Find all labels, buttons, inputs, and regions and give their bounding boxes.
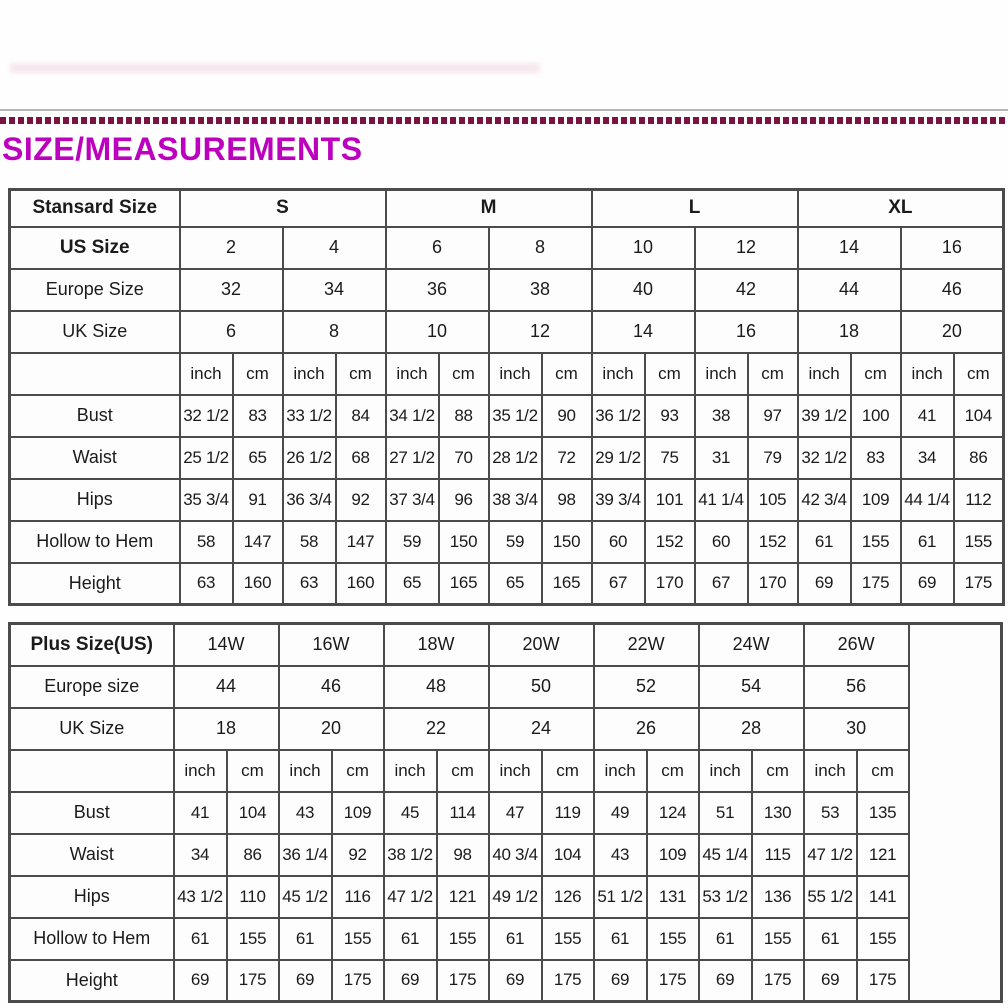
measurement-value-cell: 141 <box>857 876 909 918</box>
measurement-row <box>10 437 1004 479</box>
measurement-value-cell: 155 <box>752 918 804 960</box>
measurement-value-cell: 160 <box>336 563 386 605</box>
measurement-value-cell: 39 3/4 <box>592 479 645 521</box>
row-label-cell: UK Size <box>10 311 180 353</box>
size-value-cell: 36 <box>386 269 489 311</box>
measurement-value-cell: 67 <box>592 563 645 605</box>
size-value-cell: 20 <box>901 311 1004 353</box>
measurement-value-cell: 40 3/4 <box>489 834 542 876</box>
measurement-value-cell: 61 <box>699 918 752 960</box>
measurement-value-cell: 155 <box>647 918 699 960</box>
measurement-value-cell: 175 <box>857 960 909 1002</box>
row-label-cell: Hips <box>10 479 180 521</box>
measurement-value-cell: 65 <box>386 563 439 605</box>
measurement-value-cell: 88 <box>439 395 489 437</box>
measurement-value-cell: 53 1/2 <box>699 876 752 918</box>
measurement-row <box>10 479 1004 521</box>
measurement-value-cell: 72 <box>542 437 592 479</box>
measurement-value-cell: 79 <box>748 437 798 479</box>
measurement-value-cell: 86 <box>954 437 1004 479</box>
measurement-value-cell: 29 1/2 <box>592 437 645 479</box>
measurement-value-cell: 32 1/2 <box>180 395 233 437</box>
size-value-cell: 22 <box>384 708 489 750</box>
empty-trailing-cell <box>909 624 1002 1002</box>
unit-cell: inch <box>174 750 227 792</box>
size-value-cell: 38 <box>489 269 592 311</box>
size-group-cell: 24W <box>699 624 804 666</box>
measurement-value-cell: 70 <box>439 437 489 479</box>
measurement-value-cell: 59 <box>489 521 542 563</box>
measurement-value-cell: 69 <box>174 960 227 1002</box>
size-group-cell: 14W <box>174 624 279 666</box>
unit-cell: cm <box>954 353 1004 395</box>
unit-header-row <box>10 353 1004 395</box>
measurement-value-cell: 65 <box>489 563 542 605</box>
measurement-value-cell: 63 <box>180 563 233 605</box>
size-group-cell: 26W <box>804 624 909 666</box>
measurement-value-cell: 43 <box>594 834 647 876</box>
measurement-value-cell: 38 <box>695 395 748 437</box>
size-conversion-row <box>10 269 1004 311</box>
measurement-value-cell: 155 <box>437 918 489 960</box>
measurement-value-cell: 170 <box>645 563 695 605</box>
row-label-cell <box>10 750 174 792</box>
unit-header-row <box>10 750 1002 792</box>
measurement-value-cell: 84 <box>336 395 386 437</box>
unit-cell: inch <box>695 353 748 395</box>
measurement-value-cell: 155 <box>332 918 384 960</box>
measurement-value-cell: 101 <box>645 479 695 521</box>
measurement-value-cell: 175 <box>227 960 279 1002</box>
measurement-value-cell: 155 <box>227 918 279 960</box>
measurement-value-cell: 98 <box>437 834 489 876</box>
unit-cell: cm <box>857 750 909 792</box>
size-value-cell: 56 <box>804 666 909 708</box>
measurement-value-cell: 93 <box>645 395 695 437</box>
measurement-value-cell: 65 <box>233 437 283 479</box>
measurement-value-cell: 61 <box>804 918 857 960</box>
measurement-value-cell: 126 <box>542 876 594 918</box>
size-value-cell: 16 <box>695 311 798 353</box>
measurement-value-cell: 91 <box>233 479 283 521</box>
measurement-value-cell: 114 <box>437 792 489 834</box>
size-value-cell: 42 <box>695 269 798 311</box>
measurement-value-cell: 27 1/2 <box>386 437 439 479</box>
unit-cell: inch <box>384 750 437 792</box>
measurement-value-cell: 45 1/2 <box>279 876 332 918</box>
size-group-cell: L <box>592 190 798 227</box>
measurement-value-cell: 61 <box>279 918 332 960</box>
measurement-value-cell: 155 <box>851 521 901 563</box>
measurement-row <box>10 960 1002 1002</box>
size-value-cell: 4 <box>283 227 386 269</box>
measurement-value-cell: 109 <box>332 792 384 834</box>
measurement-value-cell: 69 <box>279 960 332 1002</box>
measurement-value-cell: 130 <box>752 792 804 834</box>
measurement-value-cell: 115 <box>752 834 804 876</box>
size-value-cell: 48 <box>384 666 489 708</box>
row-label-cell: Hollow to Hem <box>10 918 174 960</box>
unit-cell: cm <box>748 353 798 395</box>
measurement-value-cell: 131 <box>647 876 699 918</box>
measurement-value-cell: 42 3/4 <box>798 479 851 521</box>
row-label-cell: Europe Size <box>10 269 180 311</box>
measurement-value-cell: 36 3/4 <box>283 479 336 521</box>
unit-cell: cm <box>645 353 695 395</box>
measurement-value-cell: 86 <box>227 834 279 876</box>
measurement-value-cell: 69 <box>699 960 752 1002</box>
measurement-value-cell: 61 <box>901 521 954 563</box>
corner-label-cell: Plus Size(US) <box>10 624 174 666</box>
measurement-value-cell: 37 3/4 <box>386 479 439 521</box>
measurement-value-cell: 60 <box>695 521 748 563</box>
size-value-cell: 14 <box>798 227 901 269</box>
divider-hairline <box>0 109 1008 111</box>
unit-cell: inch <box>901 353 954 395</box>
size-group-cell: M <box>386 190 592 227</box>
measurement-value-cell: 105 <box>748 479 798 521</box>
measurement-value-cell: 63 <box>283 563 336 605</box>
measurement-value-cell: 45 <box>384 792 437 834</box>
measurement-value-cell: 36 1/4 <box>279 834 332 876</box>
measurement-value-cell: 175 <box>542 960 594 1002</box>
measurement-value-cell: 38 3/4 <box>489 479 542 521</box>
size-value-cell: 24 <box>489 708 594 750</box>
measurement-value-cell: 25 1/2 <box>180 437 233 479</box>
row-label-cell: Europe size <box>10 666 174 708</box>
measurement-value-cell: 90 <box>542 395 592 437</box>
unit-cell: cm <box>332 750 384 792</box>
dashed-divider <box>0 117 1008 124</box>
unit-cell: inch <box>279 750 332 792</box>
measurement-value-cell: 61 <box>798 521 851 563</box>
measurement-value-cell: 43 1/2 <box>174 876 227 918</box>
measurement-value-cell: 68 <box>336 437 386 479</box>
measurement-value-cell: 31 <box>695 437 748 479</box>
measurement-value-cell: 175 <box>851 563 901 605</box>
size-value-cell: 34 <box>283 269 386 311</box>
row-label-cell: Bust <box>10 792 174 834</box>
size-value-cell: 18 <box>174 708 279 750</box>
measurement-row <box>10 918 1002 960</box>
measurement-value-cell: 41 <box>901 395 954 437</box>
size-value-cell: 12 <box>695 227 798 269</box>
size-conversion-row <box>10 708 1002 750</box>
row-label-cell: Hollow to Hem <box>10 521 180 563</box>
measurement-value-cell: 58 <box>180 521 233 563</box>
measurement-value-cell: 150 <box>542 521 592 563</box>
unit-cell: inch <box>699 750 752 792</box>
measurement-value-cell: 69 <box>804 960 857 1002</box>
size-value-cell: 18 <box>798 311 901 353</box>
measurement-value-cell: 43 <box>279 792 332 834</box>
unit-cell: inch <box>592 353 645 395</box>
measurement-row <box>10 563 1004 605</box>
measurement-value-cell: 41 <box>174 792 227 834</box>
size-value-cell: 10 <box>592 227 695 269</box>
measurement-value-cell: 69 <box>594 960 647 1002</box>
measurement-value-cell: 69 <box>798 563 851 605</box>
measurement-value-cell: 34 <box>174 834 227 876</box>
measurement-value-cell: 26 1/2 <box>283 437 336 479</box>
size-group-cell: XL <box>798 190 1004 227</box>
measurement-value-cell: 49 <box>594 792 647 834</box>
measurement-value-cell: 155 <box>857 918 909 960</box>
measurement-value-cell: 110 <box>227 876 279 918</box>
size-conversion-row <box>10 227 1004 269</box>
corner-label-cell: Stansard Size <box>10 190 180 227</box>
measurement-value-cell: 175 <box>437 960 489 1002</box>
measurement-value-cell: 34 <box>901 437 954 479</box>
unit-cell: inch <box>283 353 336 395</box>
unit-cell: cm <box>851 353 901 395</box>
size-value-cell: 30 <box>804 708 909 750</box>
measurement-value-cell: 61 <box>174 918 227 960</box>
size-value-cell: 46 <box>279 666 384 708</box>
measurement-value-cell: 112 <box>954 479 1004 521</box>
unit-cell: cm <box>336 353 386 395</box>
measurement-value-cell: 45 1/4 <box>699 834 752 876</box>
measurement-row <box>10 876 1002 918</box>
row-label-cell: Hips <box>10 876 174 918</box>
row-label-cell <box>10 353 180 395</box>
unit-cell: inch <box>489 353 542 395</box>
row-label-cell: Height <box>10 960 174 1002</box>
size-group-cell: 20W <box>489 624 594 666</box>
measurement-value-cell: 32 1/2 <box>798 437 851 479</box>
measurement-value-cell: 119 <box>542 792 594 834</box>
unit-cell: inch <box>489 750 542 792</box>
measurement-value-cell: 121 <box>857 834 909 876</box>
measurement-value-cell: 33 1/2 <box>283 395 336 437</box>
measurement-value-cell: 175 <box>752 960 804 1002</box>
measurement-row <box>10 792 1002 834</box>
measurement-value-cell: 51 1/2 <box>594 876 647 918</box>
row-label-cell: Height <box>10 563 180 605</box>
unit-cell: cm <box>647 750 699 792</box>
measurement-value-cell: 47 1/2 <box>804 834 857 876</box>
size-value-cell: 20 <box>279 708 384 750</box>
size-value-cell: 8 <box>283 311 386 353</box>
measurement-value-cell: 35 3/4 <box>180 479 233 521</box>
measurement-value-cell: 165 <box>542 563 592 605</box>
measurement-value-cell: 104 <box>542 834 594 876</box>
measurement-value-cell: 116 <box>332 876 384 918</box>
size-value-cell: 2 <box>180 227 283 269</box>
measurement-value-cell: 96 <box>439 479 489 521</box>
measurement-value-cell: 165 <box>439 563 489 605</box>
unit-cell: inch <box>386 353 439 395</box>
measurement-value-cell: 67 <box>695 563 748 605</box>
measurement-value-cell: 152 <box>748 521 798 563</box>
unit-cell: cm <box>752 750 804 792</box>
unit-cell: inch <box>594 750 647 792</box>
size-value-cell: 14 <box>592 311 695 353</box>
measurement-value-cell: 155 <box>954 521 1004 563</box>
size-value-cell: 12 <box>489 311 592 353</box>
measurement-value-cell: 51 <box>699 792 752 834</box>
size-value-cell: 52 <box>594 666 699 708</box>
measurement-value-cell: 135 <box>857 792 909 834</box>
standard-size-table <box>8 188 1005 606</box>
measurement-value-cell: 160 <box>233 563 283 605</box>
measurement-value-cell: 83 <box>851 437 901 479</box>
measurement-value-cell: 61 <box>489 918 542 960</box>
measurement-value-cell: 124 <box>647 792 699 834</box>
measurement-value-cell: 83 <box>233 395 283 437</box>
measurement-value-cell: 97 <box>748 395 798 437</box>
size-conversion-row <box>10 311 1004 353</box>
measurement-value-cell: 109 <box>851 479 901 521</box>
measurement-row <box>10 395 1004 437</box>
measurement-value-cell: 175 <box>954 563 1004 605</box>
measurement-value-cell: 170 <box>748 563 798 605</box>
size-value-cell: 40 <box>592 269 695 311</box>
size-group-cell: 22W <box>594 624 699 666</box>
row-label-cell: Bust <box>10 395 180 437</box>
size-value-cell: 32 <box>180 269 283 311</box>
size-value-cell: 50 <box>489 666 594 708</box>
size-group-cell: 16W <box>279 624 384 666</box>
unit-cell: cm <box>542 353 592 395</box>
size-group-row <box>10 624 1002 666</box>
measurement-value-cell: 147 <box>336 521 386 563</box>
measurement-value-cell: 75 <box>645 437 695 479</box>
measurement-value-cell: 38 1/2 <box>384 834 437 876</box>
row-label-cell: Waist <box>10 437 180 479</box>
size-group-cell: 18W <box>384 624 489 666</box>
size-value-cell: 10 <box>386 311 489 353</box>
unit-cell: cm <box>439 353 489 395</box>
row-label-cell: US Size <box>10 227 180 269</box>
size-value-cell: 26 <box>594 708 699 750</box>
unit-cell: inch <box>804 750 857 792</box>
size-value-cell: 44 <box>174 666 279 708</box>
measurement-value-cell: 92 <box>332 834 384 876</box>
measurement-value-cell: 47 <box>489 792 542 834</box>
size-value-cell: 8 <box>489 227 592 269</box>
measurement-value-cell: 121 <box>437 876 489 918</box>
unit-cell: inch <box>798 353 851 395</box>
measurement-value-cell: 100 <box>851 395 901 437</box>
measurement-value-cell: 69 <box>489 960 542 1002</box>
size-group-row <box>10 190 1004 227</box>
size-value-cell: 54 <box>699 666 804 708</box>
measurement-value-cell: 175 <box>332 960 384 1002</box>
row-label-cell: Waist <box>10 834 174 876</box>
measurement-value-cell: 44 1/4 <box>901 479 954 521</box>
measurement-value-cell: 109 <box>647 834 699 876</box>
measurement-value-cell: 41 1/4 <box>695 479 748 521</box>
size-group-cell: S <box>180 190 386 227</box>
measurement-value-cell: 104 <box>954 395 1004 437</box>
row-label-cell: UK Size <box>10 708 174 750</box>
measurement-row <box>10 521 1004 563</box>
page-title: SIZE/MEASUREMENTS <box>2 131 363 167</box>
measurement-value-cell: 39 1/2 <box>798 395 851 437</box>
unit-cell: inch <box>180 353 233 395</box>
size-value-cell: 16 <box>901 227 1004 269</box>
measurement-value-cell: 150 <box>439 521 489 563</box>
measurement-value-cell: 136 <box>752 876 804 918</box>
measurement-value-cell: 55 1/2 <box>804 876 857 918</box>
size-value-cell: 6 <box>180 311 283 353</box>
measurement-value-cell: 104 <box>227 792 279 834</box>
size-value-cell: 6 <box>386 227 489 269</box>
size-conversion-row <box>10 666 1002 708</box>
plus-size-table <box>8 622 1003 1003</box>
measurement-value-cell: 61 <box>594 918 647 960</box>
measurement-value-cell: 69 <box>901 563 954 605</box>
measurement-value-cell: 59 <box>386 521 439 563</box>
measurement-value-cell: 28 1/2 <box>489 437 542 479</box>
measurement-value-cell: 58 <box>283 521 336 563</box>
unit-cell: cm <box>542 750 594 792</box>
measurement-value-cell: 35 1/2 <box>489 395 542 437</box>
unit-cell: cm <box>227 750 279 792</box>
measurement-value-cell: 47 1/2 <box>384 876 437 918</box>
measurement-value-cell: 92 <box>336 479 386 521</box>
measurement-value-cell: 155 <box>542 918 594 960</box>
measurement-value-cell: 53 <box>804 792 857 834</box>
measurement-value-cell: 98 <box>542 479 592 521</box>
measurement-row <box>10 834 1002 876</box>
size-value-cell: 44 <box>798 269 901 311</box>
measurement-value-cell: 61 <box>384 918 437 960</box>
measurement-value-cell: 60 <box>592 521 645 563</box>
measurement-value-cell: 147 <box>233 521 283 563</box>
unit-cell: cm <box>233 353 283 395</box>
measurement-value-cell: 36 1/2 <box>592 395 645 437</box>
measurement-value-cell: 69 <box>384 960 437 1002</box>
measurement-value-cell: 152 <box>645 521 695 563</box>
measurement-value-cell: 175 <box>647 960 699 1002</box>
unit-cell: cm <box>437 750 489 792</box>
measurement-value-cell: 49 1/2 <box>489 876 542 918</box>
measurement-value-cell: 34 1/2 <box>386 395 439 437</box>
faded-ghost-text <box>10 63 540 73</box>
size-value-cell: 46 <box>901 269 1004 311</box>
size-value-cell: 28 <box>699 708 804 750</box>
